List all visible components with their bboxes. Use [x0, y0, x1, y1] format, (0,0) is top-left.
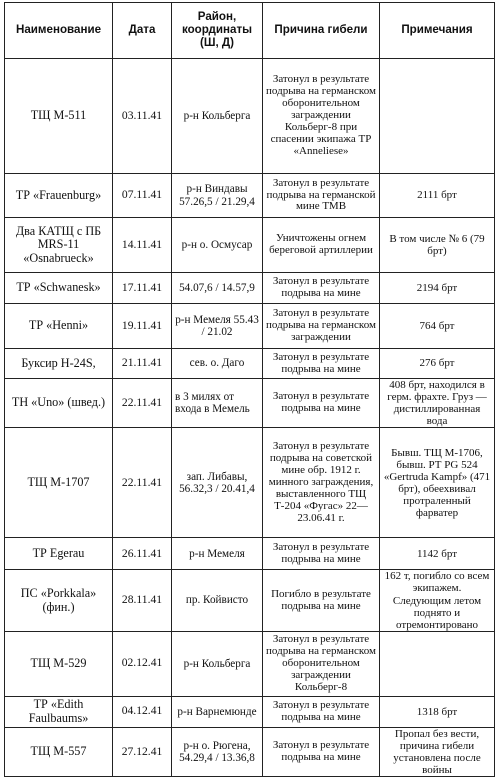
cell-name: ТЩ М-1707	[5, 428, 113, 538]
cell-reason: Затонул в результате подрыва на германской мине ТМВ	[263, 174, 380, 218]
cell-notes: 162 т, погибло со всем экипажем. Следующим летом поднято и отремонтировано	[380, 570, 495, 631]
cell-notes: 1318 брт	[380, 696, 495, 727]
cell-name: ТН «Uno» (швед.)	[5, 379, 113, 428]
losses-table	[4, 2, 495, 777]
cell-location: в 3 милях от входа в Мемель	[172, 379, 263, 428]
table-row	[5, 379, 495, 428]
cell-name: ТЩ М-529	[5, 631, 113, 696]
cell-reason: Затонул в результате подрыва на мине	[263, 538, 380, 570]
cell-name: ТР «Frauenburg»	[5, 174, 113, 218]
table-row	[5, 727, 495, 776]
cell-location: 54.07,6 / 14.57,9	[172, 273, 263, 304]
cell-date: 27.12.41	[113, 727, 172, 776]
cell-notes: Бывш. ТЩ М-1706, бывш. РТ PG 524 «Gertruda Kampf» (471 брт), обеехвивал протраленный фарватер	[380, 428, 495, 538]
cell-name: ТЩ М-557	[5, 727, 113, 776]
cell-date: 26.11.41	[113, 538, 172, 570]
cell-notes: 408 брт, находился в герм. фрахте. Груз — дистиллированная вода	[380, 379, 495, 428]
cell-date: 21.11.41	[113, 349, 172, 379]
table-row	[5, 174, 495, 218]
cell-date: 19.11.41	[113, 304, 172, 349]
cell-location: р-н Мемеля 55.43 / 21.02	[172, 304, 263, 349]
cell-notes: В том числе № 6 (79 брт)	[380, 218, 495, 273]
table-row	[5, 696, 495, 727]
cell-name: ТР Egerau	[5, 538, 113, 570]
cell-name: Буксир Н-24S,	[5, 349, 113, 379]
cell-notes	[380, 631, 495, 696]
cell-name: ТР «Henni»	[5, 304, 113, 349]
cell-location: р-н Виндавы 57.26,5 / 21.29,4	[172, 174, 263, 218]
cell-name: ТР «Schwanesk»	[5, 273, 113, 304]
cell-date: 22.11.41	[113, 428, 172, 538]
table-row	[5, 304, 495, 349]
cell-name: Два КАТЩ с ПБ MRS-11 «Osnabrueck»	[5, 218, 113, 273]
table-row	[5, 570, 495, 631]
cell-reason: Затонул в результате подрыва на мине	[263, 696, 380, 727]
cell-notes	[380, 59, 495, 174]
cell-location: пр. Койвисто	[172, 570, 263, 631]
header-reason: Причина гибели	[263, 3, 380, 59]
cell-location: р-н о. Осмусар	[172, 218, 263, 273]
header-name: Наименование	[5, 3, 113, 59]
cell-date: 07.11.41	[113, 174, 172, 218]
cell-reason: Затонул в результате подрыва на советской мине обр. 1912 г. минного заграждения, выставленного ТЩ Т-204 «Фугас» 22—23.06.41 г.	[263, 428, 380, 538]
cell-location: р-н Кольберга	[172, 59, 263, 174]
cell-name: ТЩ М-511	[5, 59, 113, 174]
cell-location: зап. Либавы, 56.32,3 / 20.41,4	[172, 428, 263, 538]
cell-date: 17.11.41	[113, 273, 172, 304]
table-row	[5, 349, 495, 379]
cell-date: 28.11.41	[113, 570, 172, 631]
cell-notes: 276 брт	[380, 349, 495, 379]
cell-notes: 2111 брт	[380, 174, 495, 218]
table-row	[5, 218, 495, 273]
header-row	[5, 3, 495, 59]
cell-notes: Пропал без вести, причина гибели установлена после войны	[380, 727, 495, 776]
cell-date: 14.11.41	[113, 218, 172, 273]
cell-notes: 2194 брт	[380, 273, 495, 304]
cell-date: 22.11.41	[113, 379, 172, 428]
cell-reason: Затонул в результате подрыва на германском оборонительном заграждении Кольберг-8 при спасении экипажа ТР «Anneliese»	[263, 59, 380, 174]
cell-reason: Затонул в результате подрыва на мине	[263, 273, 380, 304]
cell-notes: 764 брт	[380, 304, 495, 349]
cell-notes: 1142 брт	[380, 538, 495, 570]
cell-name: ТР «Edith Faulbaums»	[5, 696, 113, 727]
cell-location: р-н Мемеля	[172, 538, 263, 570]
cell-location: р-н о. Рюгена, 54.29,4 / 13.36,8	[172, 727, 263, 776]
table-row	[5, 538, 495, 570]
cell-date: 03.11.41	[113, 59, 172, 174]
cell-reason: Затонул в результате подрыва на мине	[263, 349, 380, 379]
cell-location: сев. о. Даго	[172, 349, 263, 379]
cell-location: р-н Варнемюнде	[172, 696, 263, 727]
table-row	[5, 273, 495, 304]
cell-reason: Погибло в результате подрыва на мине	[263, 570, 380, 631]
cell-reason: Затонул в результате подрыва на германском оборонительном заграждении Кольберг-8	[263, 631, 380, 696]
cell-reason: Уничтожены огнем береговой артиллерии	[263, 218, 380, 273]
table-row	[5, 59, 495, 174]
table-row	[5, 631, 495, 696]
header-location: Район, координаты (Ш, Д)	[172, 3, 263, 59]
table-row	[5, 428, 495, 538]
cell-reason: Затонул в результате подрыва на мине	[263, 379, 380, 428]
cell-date: 02.12.41	[113, 631, 172, 696]
cell-date: 04.12.41	[113, 696, 172, 727]
cell-reason: Затонул в результате подрыва на мине	[263, 727, 380, 776]
cell-reason: Затонул в результате подрыва на германском заграждении	[263, 304, 380, 349]
cell-location: р-н Кольберга	[172, 631, 263, 696]
header-date: Дата	[113, 3, 172, 59]
header-notes: Примечания	[380, 3, 495, 59]
cell-name: ПС «Porkkala» (фин.)	[5, 570, 113, 631]
